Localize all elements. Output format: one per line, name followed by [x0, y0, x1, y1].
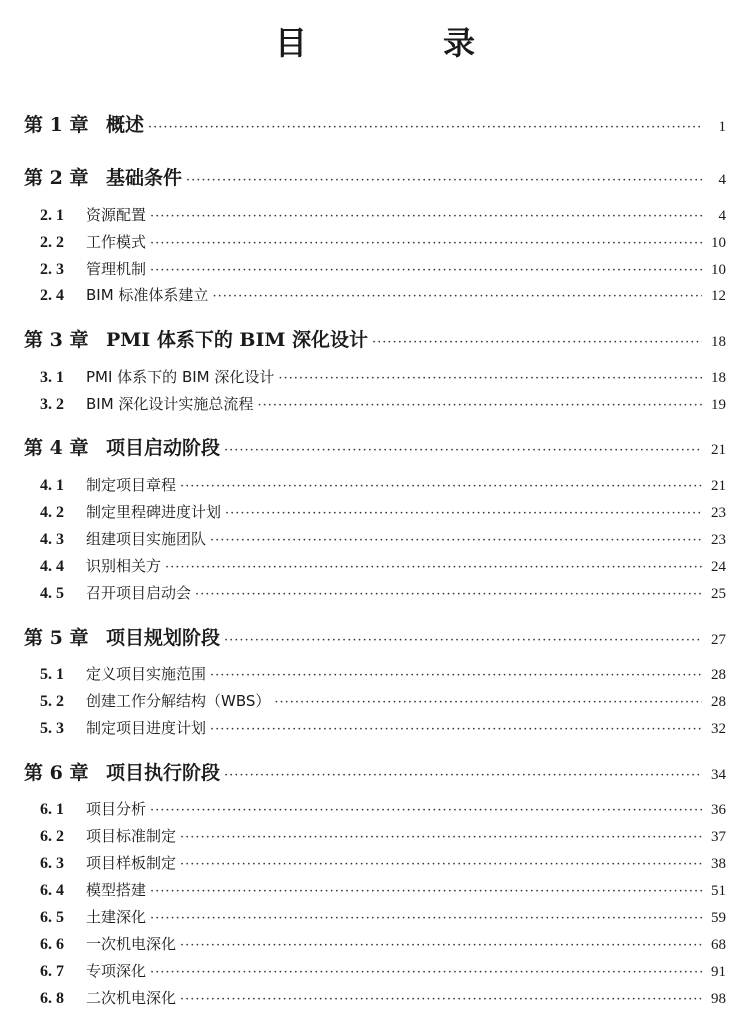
toc-section-row[interactable] — [40, 960, 726, 981]
toc-section-row[interactable] — [40, 284, 726, 305]
toc-page-number: 18 — [711, 334, 726, 350]
toc-entry-title: BIM 深化设计实施总流程 — [86, 395, 254, 413]
dot-leader — [150, 884, 702, 899]
dot-leader — [150, 965, 702, 980]
toc-page-number: 10 — [711, 235, 726, 251]
toc-page-number: 21 — [711, 442, 726, 458]
toc-entry-number: 4. 3 — [40, 531, 64, 548]
toc-entry-title: 专项深化 — [86, 962, 147, 980]
dot-leader — [180, 830, 702, 845]
toc-entry-number: 2. 4 — [40, 287, 64, 304]
toc-section-row[interactable] — [40, 258, 726, 279]
toc-entry-title: 制定项目章程 — [86, 476, 177, 494]
toc-page-number: 4 — [718, 208, 726, 224]
toc-section-row[interactable] — [40, 528, 726, 549]
toc-entry-title: 一次机电深化 — [86, 935, 177, 953]
dot-leader — [225, 506, 702, 521]
toc-chapter-row[interactable] — [24, 433, 726, 460]
toc-entry-number: 3. 2 — [40, 396, 64, 413]
toc-entry-title: 项目分析 — [86, 800, 147, 818]
toc-section-row[interactable] — [40, 717, 726, 738]
toc-entry-number: 4. 5 — [40, 585, 64, 602]
toc-page-number: 21 — [711, 478, 726, 494]
toc-page-number: 32 — [711, 721, 726, 737]
page-title: 目 录 — [274, 24, 527, 62]
dot-leader — [278, 371, 702, 386]
toc-section-row[interactable] — [40, 852, 726, 873]
dot-leader — [224, 443, 702, 458]
toc-entry-title: 制定项目进度计划 — [86, 719, 207, 737]
dot-leader — [274, 695, 702, 710]
toc-entry-number: 第 3 章 — [24, 329, 89, 351]
toc-page-number: 18 — [711, 370, 726, 386]
toc-entry-title: 项目规划阶段 — [106, 627, 221, 649]
toc-entry-number: 第 1 章 — [24, 114, 89, 136]
toc-section-row[interactable] — [40, 825, 726, 846]
toc-page-number: 59 — [711, 910, 726, 926]
dot-leader — [150, 263, 702, 278]
toc-entry-number: 4. 2 — [40, 504, 64, 521]
toc-entry-title: 识别相关方 — [86, 557, 162, 575]
toc-entry-number: 6. 8 — [40, 990, 64, 1007]
toc-entry-number: 4. 1 — [40, 477, 64, 494]
toc-page-number: 19 — [711, 397, 726, 413]
toc-entry-title: 管理机制 — [86, 260, 147, 278]
toc-entry-title: BIM 标准体系建立 — [86, 286, 209, 304]
toc-page-number: 38 — [711, 856, 726, 872]
toc-entry-title: 项目标准制定 — [86, 827, 177, 845]
toc-page-number: 68 — [711, 937, 726, 953]
toc-entry-number: 第 2 章 — [24, 167, 89, 189]
toc-entry-title: 土建深化 — [86, 908, 147, 926]
toc-entry-number: 6. 7 — [40, 963, 64, 980]
toc-entry-title: 资源配置 — [86, 206, 147, 224]
dot-leader — [150, 209, 702, 224]
toc-section-row[interactable] — [40, 393, 726, 414]
toc-entry-title: PMI 体系下的 BIM 深化设计 — [106, 329, 369, 351]
toc-entry-number: 2. 1 — [40, 207, 64, 224]
toc-entry-title: 工作模式 — [86, 233, 147, 251]
toc-entry-number: 5. 2 — [40, 693, 64, 710]
dot-leader — [150, 236, 702, 251]
toc-page-number: 28 — [711, 667, 726, 683]
toc-page-number: 37 — [711, 829, 726, 845]
toc-entry-number: 5. 1 — [40, 666, 64, 683]
toc-entry-number: 6. 5 — [40, 909, 64, 926]
toc-entry-title: 项目执行阶段 — [106, 762, 221, 784]
dot-leader — [212, 289, 702, 304]
toc-entry-number: 6. 2 — [40, 828, 64, 845]
dot-leader — [148, 120, 702, 135]
toc-section-row[interactable] — [40, 987, 726, 1008]
toc-entry-title: 项目启动阶段 — [106, 437, 221, 459]
toc-entry-title: 基础条件 — [106, 167, 183, 189]
toc-section-row[interactable] — [40, 582, 726, 603]
dot-leader — [372, 335, 702, 350]
toc-chapter-row[interactable] — [24, 758, 726, 785]
toc-entry-number: 4. 4 — [40, 558, 64, 575]
dot-leader — [180, 479, 702, 494]
toc-page-number: 91 — [711, 964, 726, 980]
toc-section-row[interactable] — [40, 501, 726, 522]
toc-page-number: 51 — [711, 883, 726, 899]
toc-section-row[interactable] — [40, 879, 726, 900]
toc-entry-title: 二次机电深化 — [86, 989, 177, 1007]
toc-page-number: 24 — [711, 559, 726, 575]
toc-page-number: 12 — [711, 288, 726, 304]
toc-entry-number: 6. 6 — [40, 936, 64, 953]
toc-entry-number: 2. 2 — [40, 234, 64, 251]
dot-leader — [150, 911, 702, 926]
toc-entry-number: 第 4 章 — [24, 437, 89, 459]
toc-entry-title: PMI 体系下的 BIM 深化设计 — [86, 368, 275, 386]
dot-leader — [186, 173, 702, 188]
toc-section-row[interactable] — [40, 474, 726, 495]
toc-entry-title: 模型搭建 — [86, 881, 147, 899]
dot-leader — [210, 668, 702, 683]
toc-entry-number: 2. 3 — [40, 261, 64, 278]
toc-section-row[interactable] — [40, 231, 726, 252]
toc-page-number: 34 — [711, 767, 726, 783]
toc-page-number: 98 — [711, 991, 726, 1007]
dot-leader — [210, 722, 702, 737]
toc-section-row[interactable] — [40, 366, 726, 387]
toc-entry-title: 概述 — [106, 114, 145, 136]
toc-entry-number: 6. 1 — [40, 801, 64, 818]
toc-entry-number: 5. 3 — [40, 720, 64, 737]
toc-section-row[interactable] — [40, 933, 726, 954]
dot-leader — [165, 560, 702, 575]
toc-entry-number: 6. 4 — [40, 882, 64, 899]
toc-page-number: 36 — [711, 802, 726, 818]
toc-entry-title: 组建项目实施团队 — [86, 530, 207, 548]
toc-page-number: 28 — [711, 694, 726, 710]
dot-leader — [224, 633, 702, 648]
toc-entry-title: 制定里程碑进度计划 — [86, 503, 222, 521]
toc-entry-title: 定义项目实施范围 — [86, 665, 207, 683]
toc-entry-title: 项目样板制定 — [86, 854, 177, 872]
toc-chapter-row[interactable] — [24, 623, 726, 650]
toc-page-number: 1 — [718, 119, 726, 135]
toc-entry-number: 第 6 章 — [24, 762, 89, 784]
toc-page-number: 4 — [718, 172, 726, 188]
dot-leader — [180, 992, 702, 1007]
dot-leader — [180, 938, 702, 953]
toc-section-row[interactable] — [40, 690, 726, 711]
toc-section-row[interactable] — [40, 555, 726, 576]
toc-entry-number: 3. 1 — [40, 369, 64, 386]
toc-section-row[interactable] — [40, 663, 726, 684]
toc-entry-number: 6. 3 — [40, 855, 64, 872]
dot-leader — [257, 398, 702, 413]
toc-page-number: 23 — [711, 532, 726, 548]
toc-entry-number: 第 5 章 — [24, 627, 89, 649]
dot-leader — [210, 533, 702, 548]
toc-chapter-row[interactable] — [24, 110, 726, 137]
toc-section-row[interactable] — [40, 798, 726, 819]
toc-section-row[interactable] — [40, 906, 726, 927]
toc-chapter-row[interactable] — [24, 325, 726, 352]
toc-entry-title: 召开项目启动会 — [86, 584, 192, 602]
dot-leader — [150, 803, 702, 818]
toc-section-row[interactable] — [40, 204, 726, 225]
toc-page-number: 10 — [711, 262, 726, 278]
toc-page-number: 27 — [711, 632, 726, 648]
toc-page-number: 25 — [711, 586, 726, 602]
dot-leader — [180, 857, 702, 872]
dot-leader — [224, 768, 702, 783]
toc-chapter-row[interactable] — [24, 163, 726, 190]
toc-page-number: 23 — [711, 505, 726, 521]
toc-entry-title: 创建工作分解结构（WBS） — [86, 692, 271, 710]
dot-leader — [195, 587, 702, 602]
